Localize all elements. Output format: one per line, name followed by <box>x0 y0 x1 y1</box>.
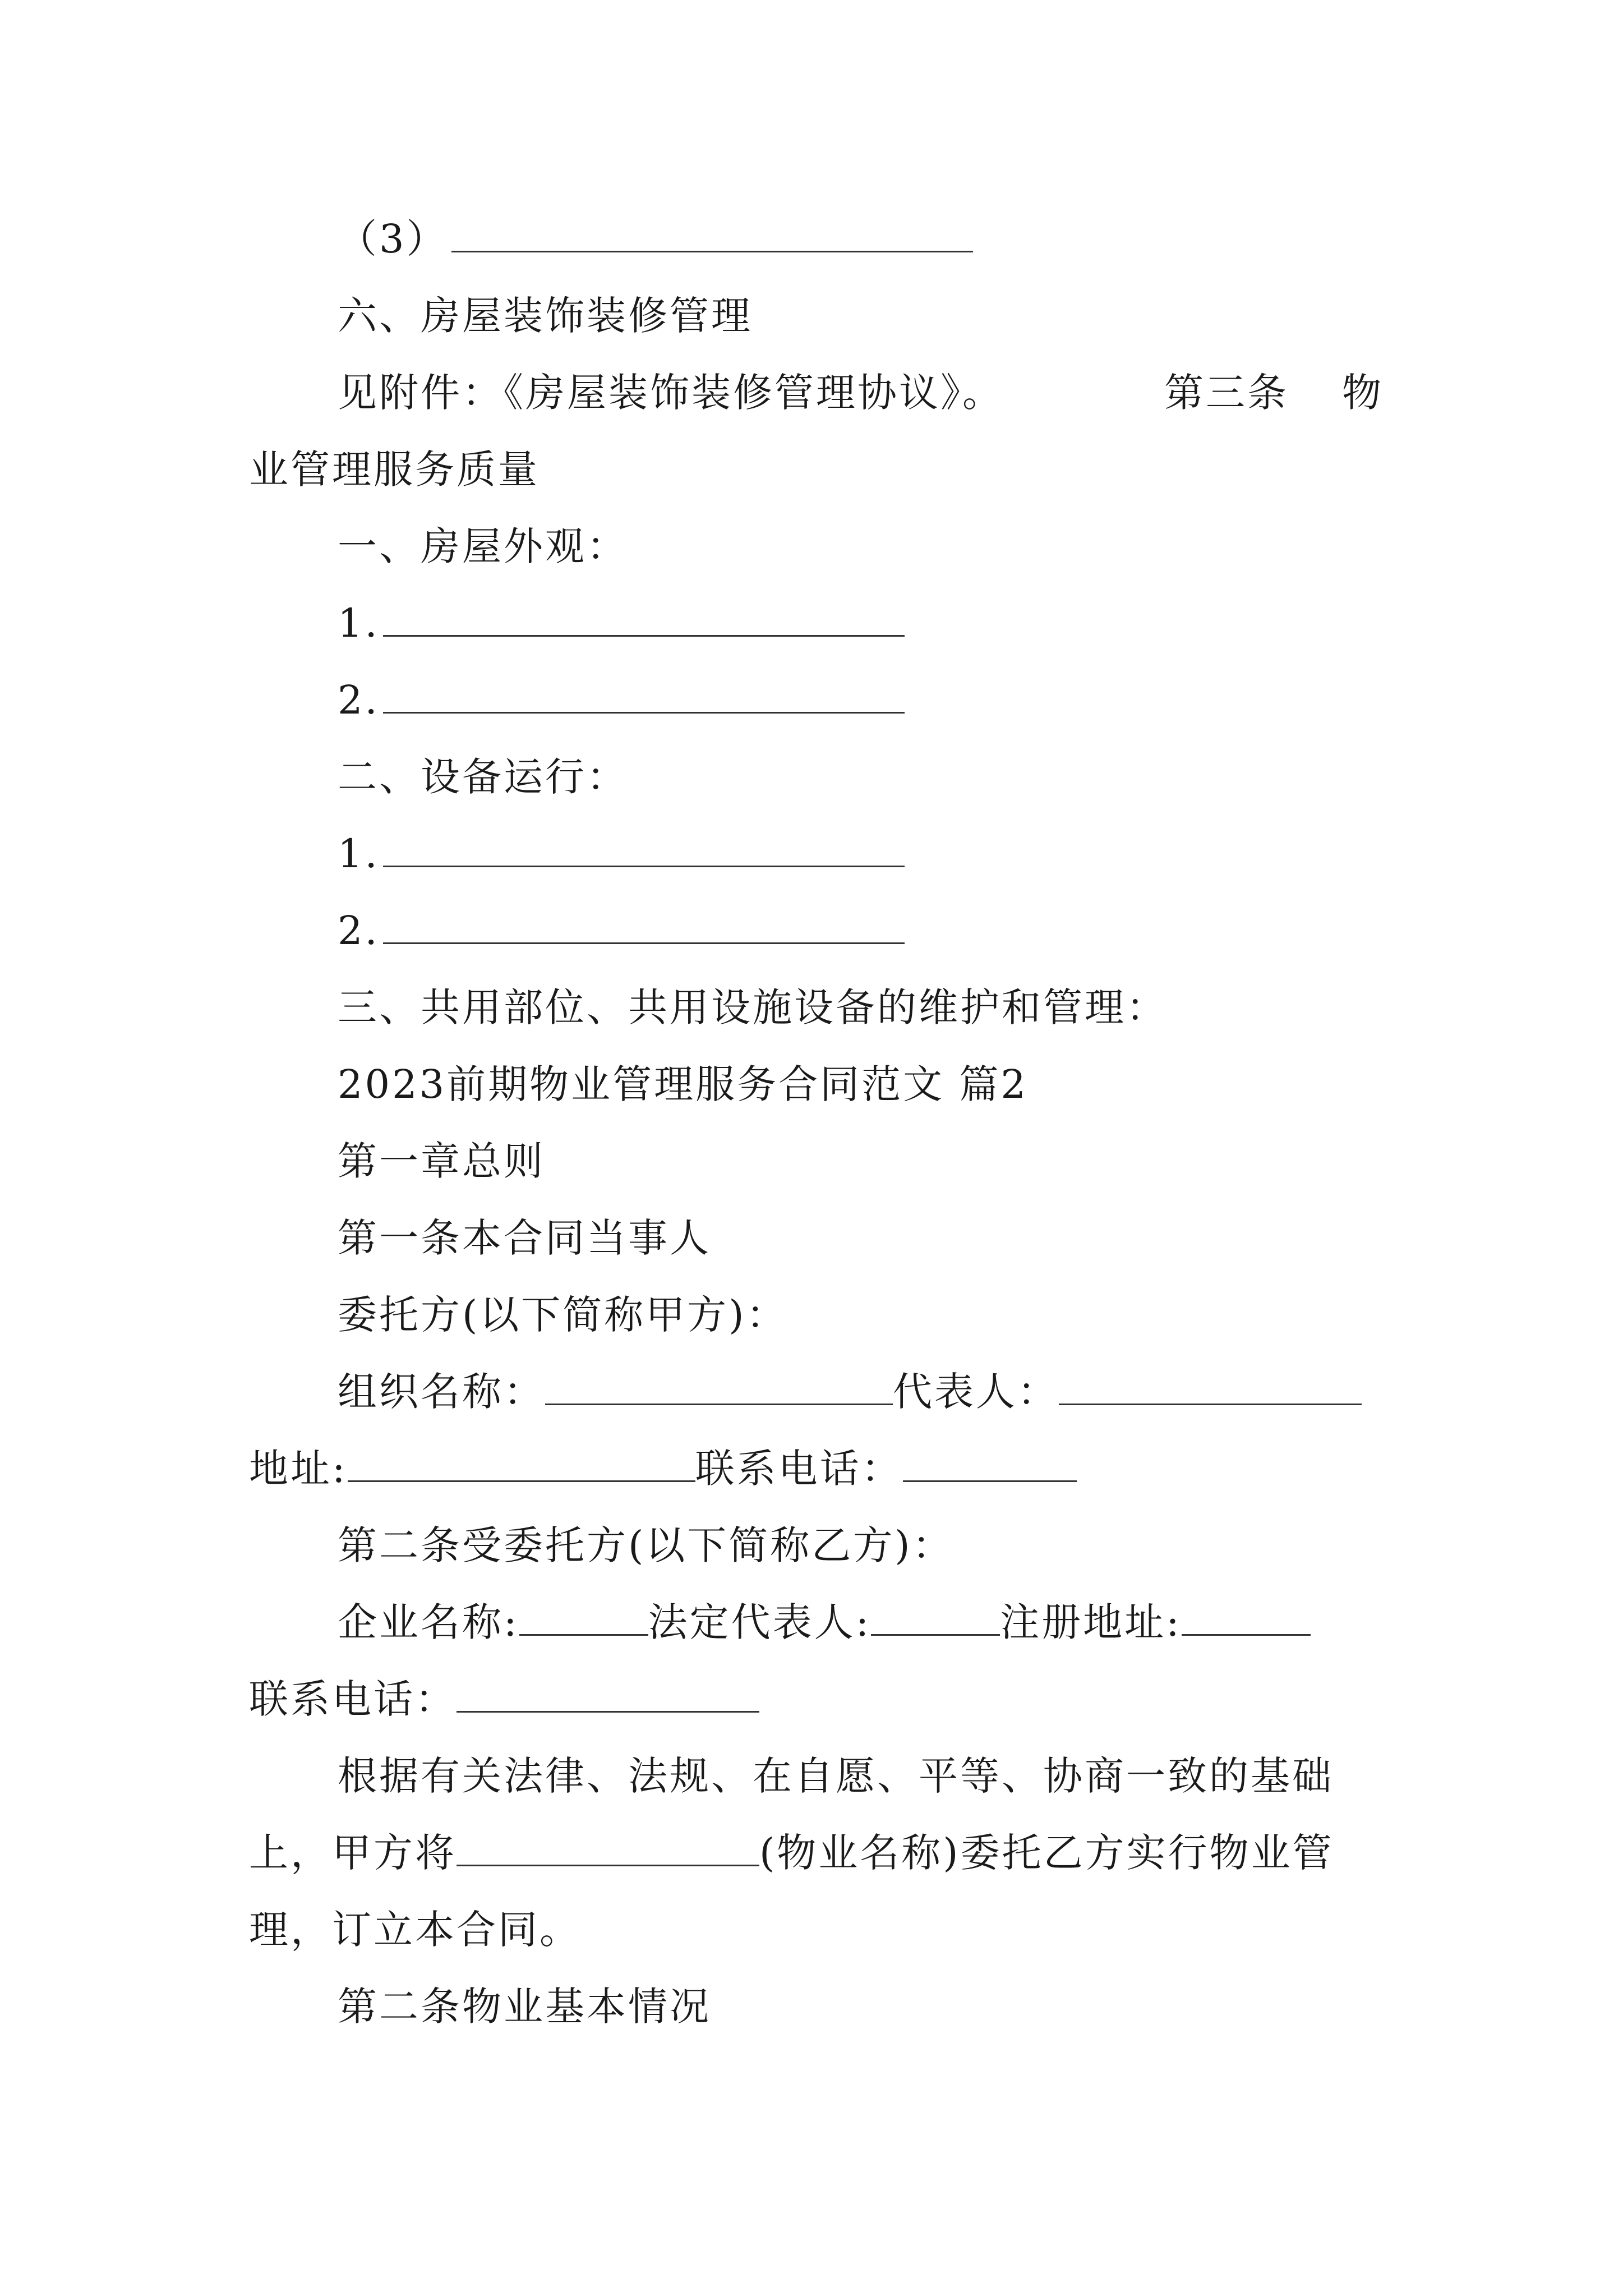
paragraph-line <box>249 441 540 498</box>
field-label: 联系电话： <box>249 1676 457 1722</box>
article-text: 物 <box>1342 370 1384 416</box>
item-label: 1. <box>338 600 380 646</box>
heading-text: 三、共用部位、共用设施设备的维护和管理： <box>338 984 1168 1030</box>
field-label: 法定代表人: <box>648 1599 872 1645</box>
phone-blank[interactable] <box>457 1676 759 1713</box>
paragraph-line <box>338 365 1004 421</box>
field-label: 地址: <box>249 1446 348 1492</box>
chapter-heading <box>338 1133 545 1189</box>
paragraph-line <box>338 1287 788 1343</box>
heading-text: 第一章总则 <box>338 1138 545 1184</box>
heading-text: 六、房屋装饰装修管理 <box>338 293 753 339</box>
title-text: 2023前期物业管理服务合同范文 篇2 <box>338 1061 1028 1107</box>
item-label: （3） <box>338 216 448 262</box>
paragraph-text: (物业名称)委托乙方实行物业管 <box>759 1830 1334 1876</box>
fill-blank[interactable] <box>383 600 905 637</box>
field-label: 联系电话： <box>695 1446 903 1492</box>
phone-line <box>249 1671 759 1727</box>
article-heading <box>338 1210 711 1266</box>
paragraph-line <box>338 1748 1334 1804</box>
representative-blank[interactable] <box>1059 1369 1362 1405</box>
fill-blank[interactable] <box>383 908 905 944</box>
paragraph-text: 上，甲方将 <box>249 1830 457 1876</box>
heading-text: 第二条物业基本情况 <box>338 1984 711 2030</box>
section-heading <box>338 518 628 574</box>
item-3-line <box>338 211 973 267</box>
company-line <box>338 1594 1311 1650</box>
article-text: 第三条 <box>1164 370 1289 416</box>
section-heading <box>338 979 1168 1036</box>
item-label: 2. <box>338 908 380 954</box>
numbered-item <box>338 595 905 651</box>
numbered-item <box>338 672 905 728</box>
document-title <box>338 1056 1028 1112</box>
org-name-blank[interactable] <box>545 1369 893 1405</box>
heading-text: 一、房屋外观： <box>338 523 628 569</box>
property-name-blank[interactable] <box>457 1830 759 1866</box>
address-line <box>249 1441 1077 1497</box>
company-name-blank[interactable] <box>519 1599 648 1636</box>
fill-blank[interactable] <box>383 677 905 714</box>
phone-blank[interactable] <box>903 1446 1077 1482</box>
heading-text: 第一条本合同当事人 <box>338 1215 711 1261</box>
paragraph-text: 见附件：《房屋装饰装修管理协议》。 <box>338 370 1004 416</box>
paragraph-text: 根据有关法律、法规、在自愿、平等、协商一致的基础 <box>338 1753 1334 1799</box>
numbered-item <box>338 826 905 882</box>
article-heading-cont <box>1342 365 1384 421</box>
section-heading <box>338 288 753 344</box>
field-label: 企业名称: <box>338 1599 519 1645</box>
heading-text: 第二条受委托方(以下简称乙方)： <box>338 1522 954 1568</box>
article-heading <box>338 1517 954 1573</box>
numbered-item <box>338 903 905 959</box>
fill-blank[interactable] <box>451 216 973 252</box>
paragraph-line <box>249 1902 581 1958</box>
field-label: 组织名称： <box>338 1369 545 1415</box>
reg-address-blank[interactable] <box>1182 1599 1311 1636</box>
field-label: 注册地址: <box>1000 1599 1182 1645</box>
paragraph-line <box>249 1825 1334 1881</box>
paragraph-text: 业管理服务质量 <box>249 447 540 493</box>
article-heading <box>1164 365 1289 421</box>
paragraph-text: 委托方(以下简称甲方)： <box>338 1292 788 1338</box>
address-blank[interactable] <box>348 1446 695 1482</box>
field-label: 代表人： <box>893 1369 1059 1415</box>
section-heading <box>338 749 628 805</box>
org-name-line <box>338 1364 1362 1420</box>
item-label: 1. <box>338 831 380 877</box>
legal-rep-blank[interactable] <box>871 1599 1000 1636</box>
fill-blank[interactable] <box>383 831 905 867</box>
item-label: 2. <box>338 677 380 723</box>
article-heading <box>338 1978 711 2035</box>
paragraph-text: 理，订立本合同。 <box>249 1907 581 1953</box>
heading-text: 二、设备运行： <box>338 754 628 800</box>
